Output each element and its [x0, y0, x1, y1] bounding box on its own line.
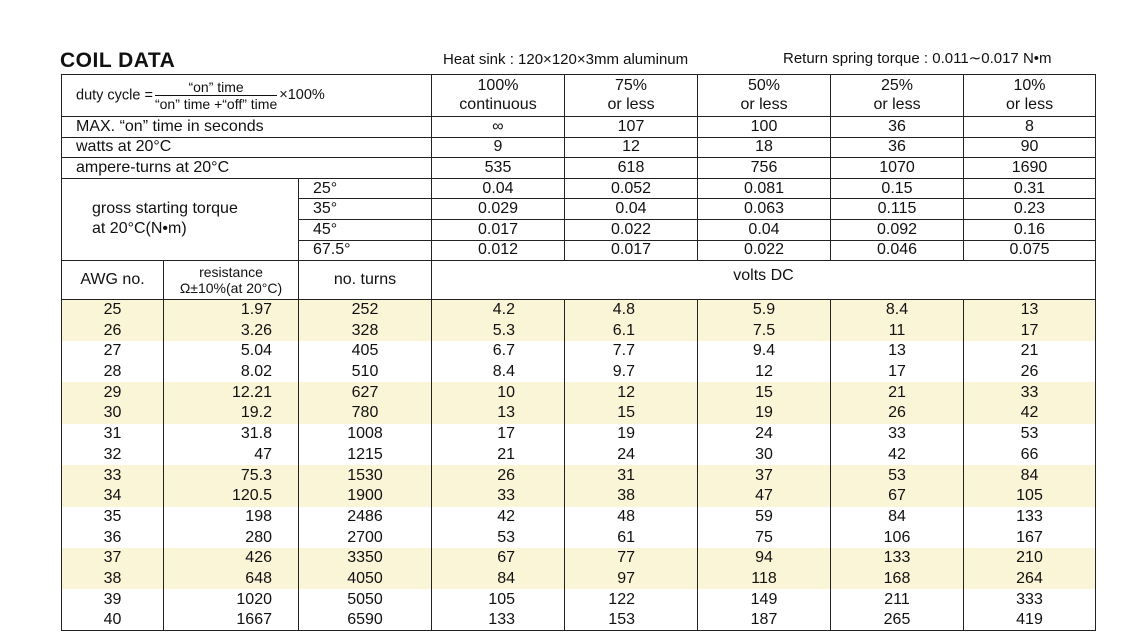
wire-row: [62, 465, 1096, 486]
duty-header-line1: 100%: [477, 77, 519, 95]
volts-cell: 21: [964, 341, 1096, 362]
spec-value: 100: [698, 117, 831, 138]
volts-cell: 53: [432, 527, 565, 548]
resistance-cell: 12.21: [164, 382, 299, 403]
turns-cell: 328: [299, 320, 432, 341]
volts-cell: 15: [698, 382, 831, 403]
volts-cell: 133: [432, 610, 565, 631]
volts-cell: 66: [964, 444, 1096, 465]
awg-cell: 25: [62, 300, 164, 321]
spec-value: 36: [831, 137, 964, 158]
fraction-denominator: “on” time +“off” time: [154, 96, 278, 112]
duty-header-line1: 75%: [614, 77, 648, 95]
torque-value: 0.017: [565, 240, 698, 261]
volts-cell: 97: [565, 569, 698, 590]
turns-cell: 4050: [299, 569, 432, 590]
torque-value: 0.012: [432, 240, 565, 261]
torque-value: 0.075: [964, 240, 1096, 261]
volts-cell: 122: [565, 589, 698, 610]
volts-cell: 6.7: [432, 341, 565, 362]
torque-value: 0.115: [831, 199, 964, 220]
resistance-cell: 280: [164, 527, 299, 548]
volts-cell: 24: [698, 424, 831, 445]
torque-value: 0.063: [698, 199, 831, 220]
volts-cell: 9.4: [698, 341, 831, 362]
resistance-cell: 8.02: [164, 362, 299, 383]
awg-cell: 37: [62, 548, 164, 569]
awg-cell: 39: [62, 589, 164, 610]
awg-cell: 27: [62, 341, 164, 362]
volts-cell: 47: [698, 486, 831, 507]
volts-cell: 4.8: [565, 300, 698, 321]
turns-cell: 2700: [299, 527, 432, 548]
wire-header-row: [62, 261, 1096, 300]
resistance-cell: 5.04: [164, 341, 299, 362]
torque-value: 0.022: [698, 240, 831, 261]
volts-cell: 75: [698, 527, 831, 548]
spec-value: 9: [432, 137, 565, 158]
torque-angle: 25°: [299, 178, 432, 199]
turns-cell: 780: [299, 403, 432, 424]
spec-value: 1070: [831, 158, 964, 179]
resistance-header-line1: resistance: [199, 264, 263, 281]
awg-cell: 36: [62, 527, 164, 548]
awg-header: AWG no.: [62, 261, 164, 300]
resistance-cell: 19.2: [164, 403, 299, 424]
return-spring-note: Return spring torque : 0.011∼0.017 N•m: [783, 50, 1052, 67]
wire-row: [62, 507, 1096, 528]
resistance-cell: 1.97: [164, 300, 299, 321]
volts-cell: 210: [964, 548, 1096, 569]
volts-cell: 5.3: [432, 320, 565, 341]
turns-cell: 1530: [299, 465, 432, 486]
duty-column-header: [565, 75, 698, 117]
wire-row: [62, 569, 1096, 590]
volts-cell: 12: [565, 382, 698, 403]
duty-header-line2: or less: [607, 95, 655, 113]
awg-cell: 26: [62, 320, 164, 341]
awg-cell: 28: [62, 362, 164, 383]
volts-cell: 6.1: [565, 320, 698, 341]
volts-cell: 7.5: [698, 320, 831, 341]
spec-value: 107: [565, 117, 698, 138]
volts-cell: 5.9: [698, 300, 831, 321]
torque-angle: 45°: [299, 219, 432, 240]
spec-row: [62, 137, 1096, 158]
duty-header-line2: continuous: [459, 95, 537, 113]
awg-cell: 40: [62, 610, 164, 631]
wire-row: [62, 548, 1096, 569]
resistance-cell: 47: [164, 444, 299, 465]
duty-cycle-fraction: [155, 80, 277, 111]
awg-cell: 32: [62, 444, 164, 465]
volts-cell: 333: [964, 589, 1096, 610]
duty-header-line1: 50%: [747, 77, 781, 95]
torque-angle: 67.5°: [299, 240, 432, 261]
volts-cell: 105: [964, 486, 1096, 507]
volts-cell: 61: [565, 527, 698, 548]
volts-cell: 106: [831, 527, 964, 548]
turns-cell: 1215: [299, 444, 432, 465]
volts-cell: 167: [964, 527, 1096, 548]
volts-cell: 59: [698, 507, 831, 528]
spec-value: 90: [964, 137, 1096, 158]
turns-cell: 405: [299, 341, 432, 362]
volts-cell: 4.2: [432, 300, 565, 321]
spec-value: ∞: [432, 117, 565, 138]
volts-cell: 53: [964, 424, 1096, 445]
duty-cycle-formula: [62, 75, 432, 117]
torque-value: 0.022: [565, 219, 698, 240]
wire-row: [62, 341, 1096, 362]
volts-cell: 48: [565, 507, 698, 528]
turns-cell: 252: [299, 300, 432, 321]
volts-cell: 11: [831, 320, 964, 341]
resistance-cell: 1020: [164, 589, 299, 610]
torque-value: 0.16: [964, 219, 1096, 240]
spec-value: 36: [831, 117, 964, 138]
wire-row: [62, 424, 1096, 445]
duty-column-header: [698, 75, 831, 117]
torque-value: 0.052: [565, 178, 698, 199]
torque-label-line1: gross starting torque: [92, 200, 238, 218]
spec-value: 756: [698, 158, 831, 179]
volts-cell: 42: [831, 444, 964, 465]
turns-cell: 2486: [299, 507, 432, 528]
spec-value: 12: [565, 137, 698, 158]
duty-header-line2: or less: [740, 95, 788, 113]
volts-cell: 21: [432, 444, 565, 465]
page-title: COIL DATA: [60, 49, 176, 72]
volts-cell: 53: [831, 465, 964, 486]
wire-row: [62, 610, 1096, 631]
volts-cell: 264: [964, 569, 1096, 590]
wire-row: [62, 320, 1096, 341]
torque-row: [62, 178, 1096, 199]
awg-cell: 31: [62, 424, 164, 445]
turns-cell: 510: [299, 362, 432, 383]
duty-header-line2: or less: [873, 95, 921, 113]
volts-cell: 26: [831, 403, 964, 424]
duty-header-line1: 25%: [880, 77, 914, 95]
volts-cell: 84: [964, 465, 1096, 486]
volts-cell: 33: [831, 424, 964, 445]
spec-value: 1690: [964, 158, 1096, 179]
torque-angle: 35°: [299, 199, 432, 220]
duty-header-line2: or less: [1005, 95, 1054, 113]
awg-cell: 30: [62, 403, 164, 424]
duty-cycle-percent: ×100%: [279, 87, 325, 104]
spec-label: MAX. “on” time in seconds: [62, 117, 432, 138]
torque-value: 0.029: [432, 199, 565, 220]
volts-cell: 211: [831, 589, 964, 610]
volts-cell: 265: [831, 610, 964, 631]
torque-label-line2: at 20°C(N•m): [92, 220, 187, 238]
turns-cell: 627: [299, 382, 432, 403]
volts-cell: 67: [831, 486, 964, 507]
volts-cell: 17: [432, 424, 565, 445]
torque-value: 0.04: [565, 199, 698, 220]
torque-value: 0.15: [831, 178, 964, 199]
torque-value: 0.23: [964, 199, 1096, 220]
torque-value: 0.081: [698, 178, 831, 199]
volts-cell: 26: [964, 362, 1096, 383]
resistance-cell: 198: [164, 507, 299, 528]
torque-value: 0.046: [831, 240, 964, 261]
resistance-cell: 3.26: [164, 320, 299, 341]
resistance-cell: 75.3: [164, 465, 299, 486]
volts-cell: 94: [698, 548, 831, 569]
volts-cell: 133: [964, 507, 1096, 528]
duty-cycle-row: [62, 75, 1096, 117]
turns-header: no. turns: [299, 261, 432, 300]
torque-value: 0.04: [698, 219, 831, 240]
torque-value: 0.017: [432, 219, 565, 240]
volts-cell: 19: [565, 424, 698, 445]
duty-header-line1: 10%: [1013, 77, 1046, 95]
volts-cell: 168: [831, 569, 964, 590]
volts-cell: 10: [432, 382, 565, 403]
volts-cell: 38: [565, 486, 698, 507]
turns-cell: 3350: [299, 548, 432, 569]
volts-header: volts DC: [432, 261, 1096, 300]
awg-cell: 35: [62, 507, 164, 528]
volts-cell: 42: [432, 507, 565, 528]
wire-row: [62, 444, 1096, 465]
volts-cell: 24: [565, 444, 698, 465]
volts-cell: 33: [964, 382, 1096, 403]
awg-cell: 34: [62, 486, 164, 507]
spec-value: 18: [698, 137, 831, 158]
fraction-numerator: “on” time: [155, 80, 277, 96]
volts-cell: 118: [698, 569, 831, 590]
volts-cell: 17: [964, 320, 1096, 341]
wire-row: [62, 527, 1096, 548]
heat-sink-note: Heat sink : 120×120×3mm aluminum: [443, 51, 689, 68]
volts-cell: 84: [432, 569, 565, 590]
spec-row: [62, 158, 1096, 179]
volts-cell: 9.7: [565, 362, 698, 383]
volts-cell: 21: [831, 382, 964, 403]
resistance-cell: 1667: [164, 610, 299, 631]
duty-cycle-label: duty cycle =: [76, 87, 153, 104]
volts-cell: 26: [432, 465, 565, 486]
volts-cell: 31: [565, 465, 698, 486]
turns-cell: 1900: [299, 486, 432, 507]
wire-row: [62, 300, 1096, 321]
volts-cell: 84: [831, 507, 964, 528]
turns-cell: 5050: [299, 589, 432, 610]
spec-value: 535: [432, 158, 565, 179]
duty-column-header: [432, 75, 565, 117]
spec-value: 618: [565, 158, 698, 179]
volts-cell: 77: [565, 548, 698, 569]
volts-cell: 15: [565, 403, 698, 424]
torque-value: 0.092: [831, 219, 964, 240]
spec-value: 8: [964, 117, 1096, 138]
volts-cell: 7.7: [565, 341, 698, 362]
awg-cell: 38: [62, 569, 164, 590]
turns-cell: 1008: [299, 424, 432, 445]
volts-cell: 8.4: [831, 300, 964, 321]
coil-data-table: [61, 74, 1096, 631]
volts-cell: 12: [698, 362, 831, 383]
resistance-cell: 426: [164, 548, 299, 569]
volts-cell: 187: [698, 610, 831, 631]
duty-column-header: [964, 75, 1096, 117]
volts-cell: 13: [964, 300, 1096, 321]
wire-row: [62, 589, 1096, 610]
volts-cell: 13: [432, 403, 565, 424]
volts-cell: 33: [432, 486, 565, 507]
volts-cell: 19: [698, 403, 831, 424]
volts-cell: 419: [964, 610, 1096, 631]
torque-value: 0.04: [432, 178, 565, 199]
resistance-cell: 120.5: [164, 486, 299, 507]
volts-cell: 133: [831, 548, 964, 569]
torque-label: [62, 178, 299, 260]
volts-cell: 153: [565, 610, 698, 631]
volts-cell: 37: [698, 465, 831, 486]
volts-cell: 42: [964, 403, 1096, 424]
volts-cell: 30: [698, 444, 831, 465]
volts-cell: 149: [698, 589, 831, 610]
resistance-header-line2: Ω±10%(at 20°C): [179, 280, 283, 297]
volts-cell: 67: [432, 548, 565, 569]
wire-row: [62, 486, 1096, 507]
wire-row: [62, 403, 1096, 424]
spec-label: watts at 20°C: [62, 137, 432, 158]
duty-column-header: [831, 75, 964, 117]
awg-cell: 33: [62, 465, 164, 486]
volts-cell: 13: [831, 341, 964, 362]
torque-value: 0.31: [964, 178, 1096, 199]
volts-cell: 8.4: [432, 362, 565, 383]
awg-cell: 29: [62, 382, 164, 403]
spec-label: ampere-turns at 20°C: [62, 158, 432, 179]
resistance-cell: 31.8: [164, 424, 299, 445]
turns-cell: 6590: [299, 610, 432, 631]
wire-row: [62, 382, 1096, 403]
wire-row: [62, 362, 1096, 383]
resistance-header: [164, 261, 299, 300]
resistance-cell: 648: [164, 569, 299, 590]
volts-cell: 105: [432, 589, 565, 610]
spec-row: [62, 117, 1096, 138]
volts-cell: 17: [831, 362, 964, 383]
